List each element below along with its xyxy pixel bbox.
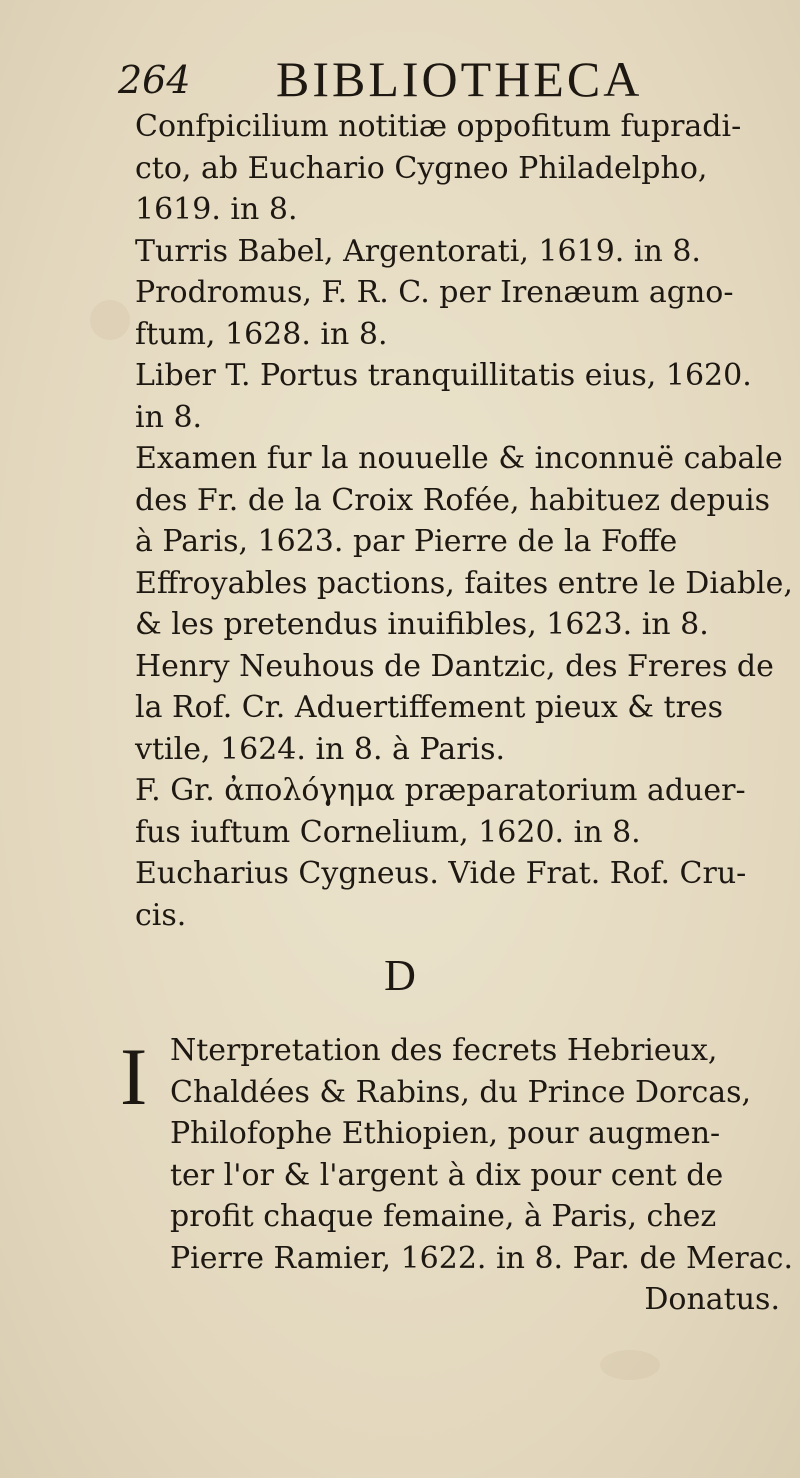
bibliography-entry (135, 231, 775, 273)
entry-continuation-line: la Rof. Cr. Aduertiffement pieux & tres (135, 690, 724, 725)
section-d-line: ter l'or & l'argent à dix pour cent de (170, 1157, 724, 1193)
section-d-lines (170, 1030, 793, 1321)
entry-continuation-line: à Paris, 1623. par Pierre de la Foffe (135, 524, 678, 559)
page-number: 264 (118, 58, 191, 102)
entry-continuation-line: fus iuftum Cornelium, 1620. in 8. (135, 814, 641, 850)
running-title: BIBLIOTHECA (276, 51, 643, 107)
bibliography-entry (135, 438, 783, 563)
entry-first-line: Henry Neuhous de Dantzic, des Freres de (135, 648, 774, 684)
bibliography-entry (135, 563, 793, 646)
section-d-line: Pierre Ramier, 1622. in 8. Par. de Merac. (170, 1240, 793, 1276)
entry-first-line: Liber T. Portus tranquillitatis eius, 1620. (135, 358, 752, 393)
entry-first-line: Eucharius Cygneus. Vide Frat. Rof. Cru- (135, 856, 747, 891)
entry-continuation-line: 1619. in 8. (135, 192, 298, 227)
section-d-line: profit chaque femaine, à Paris, chez (170, 1199, 717, 1234)
section-d-line: Philofophe Ethiopien, pour augmen- (170, 1116, 721, 1151)
closing-author: Donatus. (644, 1282, 780, 1317)
entry-continuation-line: ftum, 1628. in 8. (135, 316, 388, 352)
paper-stain (90, 300, 130, 340)
entry-continuation-line: & les pretendus inuifibles, 1623. in 8. (135, 607, 709, 642)
entry-first-line: Turris Babel, Argentorati, 1619. in 8. (135, 233, 701, 269)
bibliography-entry (135, 770, 775, 853)
entry-first-line: Confpicilium notitiæ oppofitum fupradi- (135, 109, 742, 144)
entry-first-line: Examen fur la nouuelle & inconnuë cabale (135, 441, 783, 476)
entry-first-line: F. Gr. ἀπολόγημα præparatorium aduer- (135, 773, 746, 808)
section-letter: D (384, 951, 416, 1000)
entry-first-line: Prodromus, F. R. C. per Irenæum agno- (135, 275, 734, 310)
drop-cap: I (120, 1031, 148, 1122)
entry-continuation-line: vtile, 1624. in 8. à Paris. (135, 731, 506, 767)
bibliography-entry (135, 646, 775, 771)
page-header (118, 50, 758, 106)
paper-stain (600, 1350, 660, 1380)
bibliography-entry (135, 272, 775, 355)
bibliography-entry (135, 106, 775, 231)
section-d-line: Nterpretation des fecrets Hebrieux, (170, 1033, 718, 1068)
entry-continuation-line: in 8. (135, 399, 203, 435)
entry-first-line: Effroyables pactions, faites entre le Diable, (135, 565, 793, 601)
bibliography-entry (135, 853, 775, 936)
section-d-line: Chaldées & Rabins, du Prince Dorcas, (170, 1074, 752, 1110)
entry-continuation-line: des Fr. de la Croix Rofée, habituez depuis (135, 482, 771, 518)
entry-continuation-line: cis. (135, 897, 187, 933)
bibliography-entries (135, 106, 793, 936)
bibliography-entry (135, 355, 775, 438)
entry-continuation-line: cto, ab Euchario Cygneo Philadelpho, (135, 150, 708, 186)
